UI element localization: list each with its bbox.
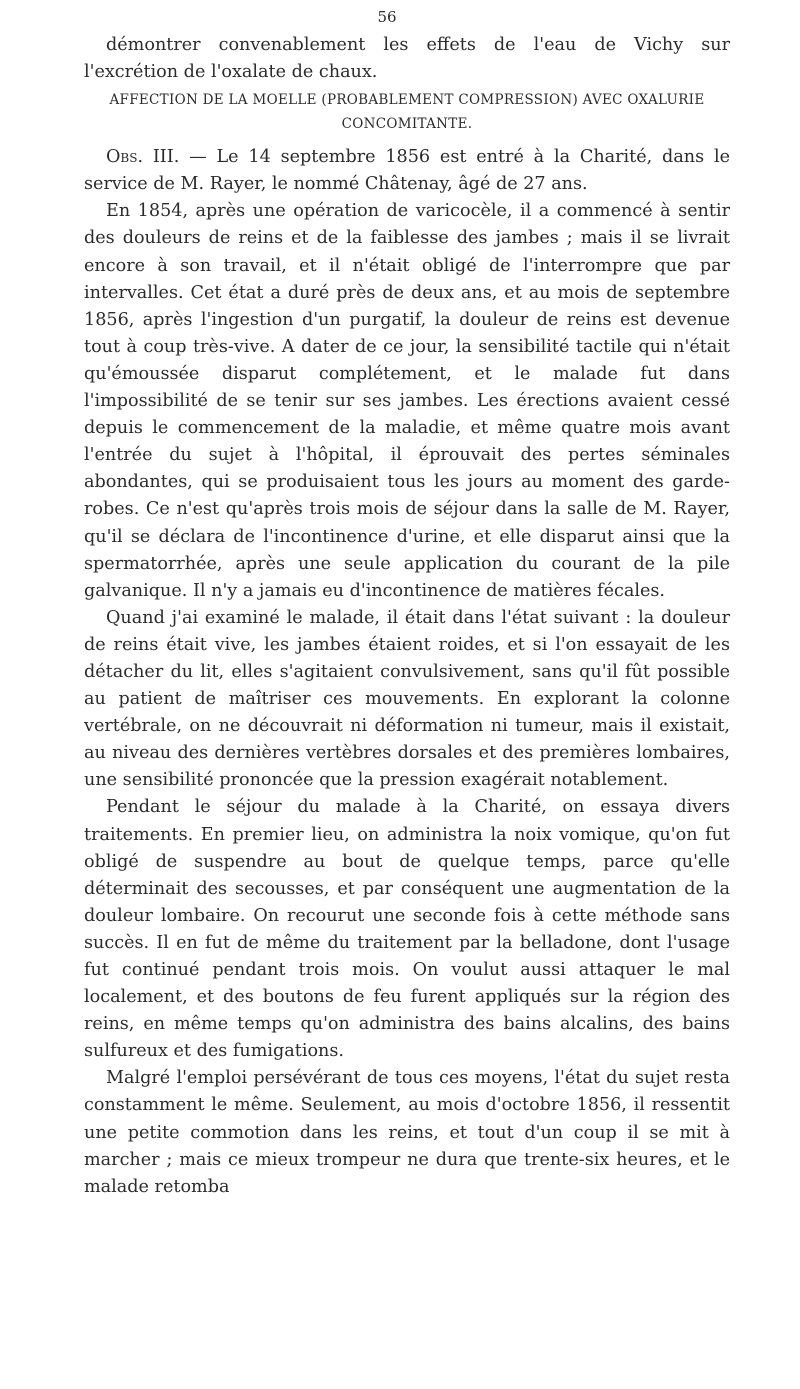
body-text (84, 32, 730, 1201)
observation-intro-text: — Le 14 septembre 1856 est entré à la Charité, dans le service de M. Rayer, le nommé Châtenay, âgé de 27 ans. (84, 147, 731, 195)
paragraph-examination: Quand j'ai examiné le malade, il était dans l'état suivant : la douleur de reins était vive, les jambes étaient roides, et si l'on essayait de les détacher du lit, elles s'agitaient convulsivement, sans qu'il fût possible au patient de maîtriser ces mouvements. En explorant la colonne vertébrale, on ne découvrait ni déformation ni tumeur, mais il existait, au niveau des dernières vertèbres dorsales et des premières lombaires, une sensibilité prononcée que la pression exagérait notablement. (84, 607, 730, 791)
section-heading: AFFECTION DE LA MOELLE (PROBABLEMENT COMPRESSION) AVEC OXALURIE CONCOMITANTE. (109, 92, 705, 133)
page-number: 56 (377, 8, 397, 26)
paragraph-history: En 1854, après une opération de varicocèle, il a commencé à sentir des douleurs de reins et de la faiblesse des jambes ; mais il se livrait encore à son travail, et il n'était obligé de l'interrompre que par intervalles. Cet état a duré près de deux ans, et au mois de septembre 1856, après l'ingestion d'un purgatif, la douleur de reins est devenue tout à coup très-vive. A dater de ce jour, la sensibilité tactile qui n'était qu'émoussée disparut complétement, et le malade fut dans l'impossibilité de se tenir sur ses jambes. Les érections avaient cessé depuis le commencement de la maladie, et même quatre mois avant l'entrée du sujet à l'hôpital, il éprouvait des pertes séminales abondantes, qui se produisaient tous les jours au moment des garde-robes. Ce n'est qu'après trois mois de séjour dans la salle de M. Rayer, qu'il se déclara de l'incontinence d'urine, et elle disparut ainsi que la spermatorrhée, après une seule application du courant de la pile galvanique. Il n'y a jamais eu d'incontinence de matières fécales. (84, 201, 730, 601)
paragraph-treatments: Pendant le séjour du malade à la Charité, on essaya divers traitements. En premier lieu, on administra la noix vomique, qu'on fut obligé de suspendre au bout de quelque temps, parce qu'elle déterminait des secousses, et par conséquent une augmentation de la douleur lombaire. On recourut une seconde fois à cette méthode sans succès. Il en fut de même du traitement par la belladone, dont l'usage fut continué pendant trois mois. On voulut aussi attaquer le mal localement, et des boutons de feu furent appliqués sur la région des reins, en même temps qu'on administra des bains alcalins, des bains sulfureux et des fumigations. (84, 797, 730, 1062)
observation-label: Obs. III. (106, 147, 180, 168)
observation-opening (84, 144, 730, 198)
paragraph-outcome: Malgré l'emploi persévérant de tous ces moyens, l'état du sujet resta constamment le même. Seulement, au mois d'octobre 1856, il ressentit une petite commotion dans les reins, et tout d'un coup il se mit à marcher ; mais ce mieux trompeur ne dura que trente-six heures, et le malade retomba (84, 1068, 730, 1197)
intro-paragraph: démontrer convenablement les effets de l'eau de Vichy sur l'excrétion de l'oxalate de chaux. (84, 35, 730, 83)
